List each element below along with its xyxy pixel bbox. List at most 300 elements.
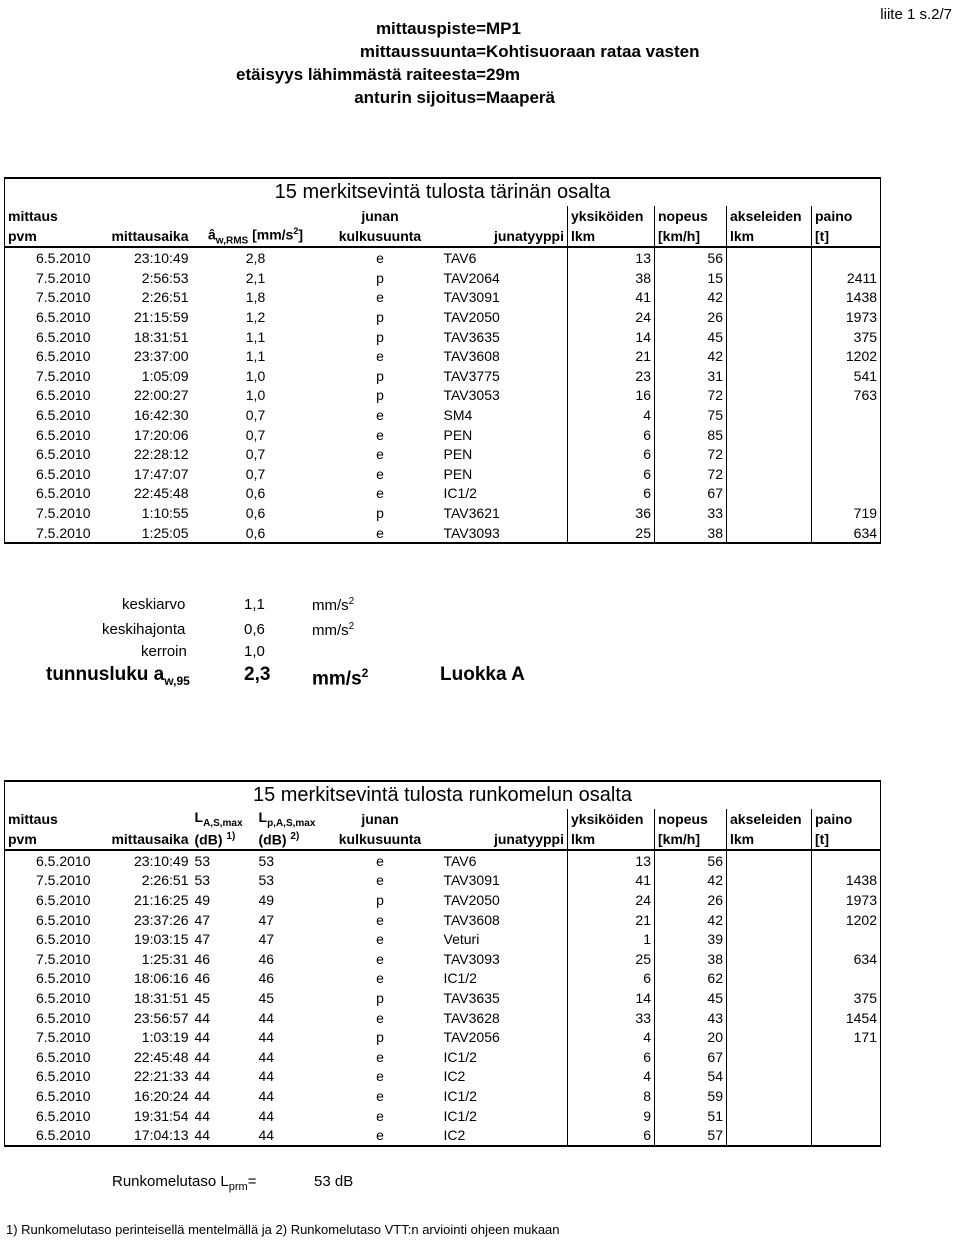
table-cell: PEN [443, 446, 473, 463]
table-cell: IC1/2 [443, 970, 477, 987]
table-cell: 7.5.2010 [5, 871, 94, 891]
table-cell: 7.5.2010 [5, 523, 94, 544]
col-header: lkm [727, 829, 812, 850]
table-cell: 541 [812, 366, 881, 386]
table-cell: 1,1 [245, 328, 266, 345]
table-cell: 38 [655, 523, 727, 544]
table-cell: p [376, 367, 384, 384]
table-cell [727, 969, 812, 989]
table-cell: 23:56:57 [134, 1009, 189, 1026]
col-header [441, 809, 568, 829]
table-cell: 2,8 [245, 250, 266, 267]
table-cell: 6.5.2010 [5, 405, 94, 425]
table-cell [727, 268, 812, 288]
table-row [5, 405, 881, 425]
table-cell: 44 [258, 1068, 275, 1085]
table-cell [727, 988, 812, 1008]
table-cell: 9 [568, 1106, 655, 1126]
col-header-awrms [192, 226, 320, 247]
table-cell: 375 [812, 327, 881, 347]
table-cell: PEN [443, 426, 473, 443]
table-cell: TAV6 [443, 250, 477, 267]
table-cell: 1:25:31 [141, 950, 189, 967]
table-cell: 31 [655, 366, 727, 386]
col-header: pvm [5, 226, 94, 247]
table-cell: p [376, 989, 384, 1006]
table-cell: 16 [568, 386, 655, 406]
table-cell: 49 [194, 891, 211, 908]
col-header: akseleiden [727, 809, 812, 829]
table-cell: 19:31:54 [134, 1107, 189, 1124]
col-header-la [192, 809, 256, 829]
table-cell: 1 [568, 929, 655, 949]
table-row [5, 346, 881, 366]
table-cell: 1:25:05 [94, 523, 192, 544]
table-cell: e [376, 872, 384, 889]
table-cell: 0,7 [245, 426, 266, 443]
table-cell: 6.5.2010 [5, 444, 94, 464]
table-cell: e [376, 1068, 384, 1085]
table-cell: 67 [655, 1047, 727, 1067]
table-cell: e [376, 426, 384, 443]
table-cell [727, 1008, 812, 1028]
table-cell [727, 949, 812, 969]
table-cell: TAV3775 [443, 367, 500, 384]
col-header: nopeus [655, 809, 727, 829]
col-header-symbol: L [194, 809, 204, 826]
table-cell: 1438 [812, 288, 881, 308]
table-cell: 21 [568, 910, 655, 930]
table-cell: TAV3628 [443, 1009, 500, 1026]
table-cell: 53 [194, 872, 211, 889]
col-header-db1 [192, 829, 256, 850]
table-cell: 6.5.2010 [5, 929, 94, 949]
table-cell: TAV3093 [441, 523, 568, 544]
noise-table-title: 15 merkitsevintä tulosta runkomelun osalta [5, 781, 881, 809]
mean-unit-sup: 2 [348, 596, 355, 607]
table-cell: TAV3053 [443, 387, 500, 404]
table-cell: 2411 [812, 268, 881, 288]
table-cell: 47 [194, 911, 211, 928]
col-header: junan [361, 811, 399, 827]
table-row [5, 288, 881, 308]
table-cell [727, 929, 812, 949]
table-cell: TAV3608 [443, 911, 500, 928]
table-cell: 1:03:19 [141, 1029, 189, 1046]
table-cell: 53 [194, 852, 211, 869]
table-cell: 44 [258, 1087, 275, 1104]
col-header-sub: A,S,max [203, 817, 243, 829]
table-cell [727, 1125, 812, 1146]
header-label: mittauspiste= [375, 19, 486, 38]
table-cell: 6.5.2010 [5, 988, 94, 1008]
col-header: mittaus [5, 809, 94, 829]
table-cell: TAV3635 [443, 989, 500, 1006]
table-row [5, 988, 881, 1008]
table-cell: e [376, 1087, 384, 1104]
table-cell: e [376, 1009, 384, 1026]
table-cell: 171 [812, 1027, 881, 1047]
table-cell [727, 247, 812, 268]
table-cell: e [376, 446, 384, 463]
table-cell: 21:16:25 [134, 891, 189, 908]
table-cell: 6.5.2010 [5, 1008, 94, 1028]
vibration-header-bottom [5, 226, 881, 247]
table-cell: 6.5.2010 [5, 969, 94, 989]
col-header: akseleiden [727, 206, 812, 226]
table-cell [727, 366, 812, 386]
table-cell: TAV2056 [443, 1029, 500, 1046]
table-cell: 6.5.2010 [5, 1106, 94, 1126]
table-cell: TAV2064 [443, 269, 500, 286]
mean-value: 1,1 [244, 596, 265, 613]
table-cell: 47 [258, 911, 275, 928]
noise-header-bottom [5, 829, 881, 850]
table-cell: 1:10:55 [141, 504, 189, 521]
table-cell: 14 [568, 327, 655, 347]
table-cell: 1973 [812, 307, 881, 327]
table-cell: 22:00:27 [134, 387, 189, 404]
col-header: mittausaika [94, 226, 192, 247]
table-cell: 6.5.2010 [5, 327, 94, 347]
header-value: MP1 [486, 19, 521, 38]
header-label: etäisyys lähimmästä raiteesta= [236, 65, 486, 84]
table-cell: 33 [655, 503, 727, 523]
key-label-text: tunnusluku a [46, 664, 165, 685]
table-cell: 47 [258, 931, 275, 948]
table-cell: 44 [258, 1048, 275, 1065]
table-cell: TAV2050 [443, 891, 500, 908]
table-cell: 42 [655, 346, 727, 366]
table-cell: 6.5.2010 [5, 386, 94, 406]
table-cell: 2:26:51 [141, 872, 189, 889]
table-cell: 25 [568, 523, 655, 544]
table-cell [727, 503, 812, 523]
table-cell: e [320, 1125, 441, 1146]
col-header: lkm [727, 226, 812, 247]
table-cell: p [376, 891, 384, 908]
table-cell: 4 [568, 1067, 655, 1087]
table-cell: 7.5.2010 [5, 949, 94, 969]
table-cell: TAV3091 [443, 872, 500, 889]
table-cell: 6 [568, 969, 655, 989]
table-cell: 21:15:59 [134, 309, 189, 326]
table-cell: 22:45:48 [134, 485, 189, 502]
table-cell: 38 [568, 268, 655, 288]
col-header: kulkusuunta [320, 829, 441, 850]
table-cell: 8 [568, 1086, 655, 1106]
summary-label-sub: prm [228, 1181, 248, 1193]
col-header-unit: (dB) [258, 831, 287, 848]
table-cell: 44 [194, 1029, 211, 1046]
std-value: 0,6 [244, 621, 265, 638]
table-cell [727, 346, 812, 366]
table-cell: 6 [568, 1047, 655, 1067]
col-header: kulkusuunta [320, 226, 441, 247]
table-cell [812, 969, 881, 989]
table-cell: 44 [258, 1009, 275, 1026]
table-cell [727, 307, 812, 327]
table-row [5, 1067, 881, 1087]
table-cell: 44 [258, 1029, 275, 1046]
col-header [94, 206, 192, 226]
table-cell [727, 405, 812, 425]
table-cell [727, 910, 812, 930]
table-cell: 0,6 [245, 504, 266, 521]
table-row [5, 307, 881, 327]
table-cell [812, 1086, 881, 1106]
table-cell: 763 [812, 386, 881, 406]
table-cell: 45 [194, 989, 211, 1006]
table-cell: 23:37:26 [134, 911, 189, 928]
summary-label-end: = [247, 1173, 257, 1190]
table-cell: e [376, 348, 384, 365]
table-cell [812, 929, 881, 949]
table-cell: 33 [568, 1008, 655, 1028]
table-cell: TAV3091 [443, 289, 500, 306]
table-cell: e [376, 931, 384, 948]
col-header [94, 809, 192, 829]
table-cell: e [376, 970, 384, 987]
key-figure-unit [312, 666, 368, 690]
table-cell: 22:28:12 [134, 446, 189, 463]
table-cell [812, 425, 881, 445]
table-row [5, 910, 881, 930]
table-cell: 44 [192, 1125, 256, 1146]
std-unit-text: mm/s [312, 622, 349, 639]
table-cell: 75 [655, 405, 727, 425]
table-cell: 13 [568, 850, 655, 871]
table-cell [812, 1106, 881, 1126]
table-cell: 0,7 [245, 465, 266, 482]
col-header-sub: p,A,S,max [267, 817, 316, 829]
table-cell [727, 1106, 812, 1126]
key-unit-text: mm/s [312, 668, 362, 690]
table-cell: 6.5.2010 [5, 850, 94, 871]
table-row [5, 1047, 881, 1067]
table-row [5, 890, 881, 910]
table-cell: p [376, 328, 384, 345]
table-cell: 15 [655, 268, 727, 288]
table-cell: 21 [568, 346, 655, 366]
table-cell: 44 [194, 1009, 211, 1026]
table-cell: 6.5.2010 [5, 464, 94, 484]
table-cell: 47 [194, 931, 211, 948]
key-figure-label [46, 664, 190, 688]
table-cell: IC2 [443, 1068, 466, 1085]
table-cell: PEN [443, 465, 473, 482]
table-cell: 46 [194, 970, 211, 987]
table-cell [727, 523, 812, 544]
table-cell: 6.5.2010 [5, 307, 94, 327]
footnote: 1) Runkomelutaso perinteisellä mentelmällä ja 2) Runkomelutaso VTT:n arviointi ohjeen mukaan [6, 1222, 560, 1237]
table-cell: 6.5.2010 [5, 484, 94, 504]
table-cell: 1:05:09 [141, 367, 189, 384]
col-header: [km/h] [655, 226, 727, 247]
table-row [5, 247, 881, 268]
table-cell: 44 [258, 1107, 275, 1124]
col-header [192, 206, 320, 226]
col-header-unit: [mm/s [252, 226, 294, 243]
table-row [5, 871, 881, 891]
table-cell: 54 [655, 1067, 727, 1087]
table-row [5, 969, 881, 989]
table-row [5, 1106, 881, 1126]
table-cell: 44 [194, 1068, 211, 1085]
table-cell: e [320, 523, 441, 544]
ground-noise-level-value: 53 dB [314, 1173, 354, 1190]
table-cell: 6.5.2010 [5, 1086, 94, 1106]
col-header-unit-end: ] [298, 226, 304, 243]
header-value: Kohtisuoraan rataa vasten [486, 42, 700, 61]
table-row [5, 1125, 881, 1146]
table-cell: 719 [812, 503, 881, 523]
table-cell [812, 1047, 881, 1067]
table-cell: p [376, 309, 384, 326]
table-cell: 51 [655, 1106, 727, 1126]
table-cell: e [376, 1048, 384, 1065]
table-row [5, 1027, 881, 1047]
col-header: mittausaika [94, 829, 192, 850]
table-row [5, 523, 881, 544]
table-cell: 22:21:33 [134, 1068, 189, 1085]
table-cell: 18:06:16 [134, 970, 189, 987]
table-cell: 23:10:49 [134, 852, 189, 869]
table-cell: 7.5.2010 [5, 288, 94, 308]
table-cell: 46 [258, 970, 275, 987]
table-cell: 13 [568, 247, 655, 268]
col-header [441, 206, 568, 226]
table-cell: 72 [655, 464, 727, 484]
table-cell [727, 1047, 812, 1067]
table-cell: 6.5.2010 [5, 247, 94, 268]
col-header: lkm [568, 226, 655, 247]
table-cell: 6.5.2010 [5, 910, 94, 930]
table-cell: IC1/2 [443, 1107, 477, 1124]
table-row [5, 268, 881, 288]
header-label: mittaussuunta= [359, 42, 486, 61]
table-cell: e [376, 950, 384, 967]
table-cell: e [376, 250, 384, 267]
table-cell: 25 [568, 949, 655, 969]
table-cell: 44 [194, 1087, 211, 1104]
table-cell: 4 [568, 1027, 655, 1047]
table-row [5, 850, 881, 871]
col-header-symbol: L [258, 809, 268, 826]
table-cell: 6 [568, 444, 655, 464]
table-cell: 46 [258, 950, 275, 967]
table-cell: 57 [655, 1125, 727, 1146]
table-cell: 17:04:13 [94, 1125, 192, 1146]
vibration-table-title: 15 merkitsevintä tulosta tärinän osalta [5, 178, 881, 206]
table-cell: 6.5.2010 [5, 890, 94, 910]
table-cell: 18:31:51 [134, 328, 189, 345]
noise-results-table [4, 780, 881, 1147]
col-header: yksiköiden [568, 809, 655, 829]
table-cell: 41 [568, 871, 655, 891]
mean-unit-text: mm/s [312, 597, 349, 614]
table-cell: 23:10:49 [134, 250, 189, 267]
table-cell: 0,6 [245, 485, 266, 502]
table-row [5, 327, 881, 347]
table-cell: 1202 [812, 910, 881, 930]
table-cell: 2:26:51 [141, 289, 189, 306]
table-cell: 72 [655, 444, 727, 464]
table-cell: 375 [812, 988, 881, 1008]
table-cell: 72 [655, 386, 727, 406]
table-cell: TAV6 [443, 852, 477, 869]
table-cell: SM4 [443, 407, 473, 423]
table-cell: 634 [812, 949, 881, 969]
table-cell: 67 [655, 484, 727, 504]
col-header: lkm [568, 829, 655, 850]
factor-label: kerroin [141, 643, 187, 660]
table-cell: 56 [655, 850, 727, 871]
table-row [5, 503, 881, 523]
table-cell: 45 [655, 327, 727, 347]
table-cell: 6.5.2010 [5, 346, 94, 366]
table-cell: 42 [655, 910, 727, 930]
table-cell: 19:03:15 [134, 931, 189, 948]
table-cell: TAV2050 [443, 309, 500, 326]
table-cell: e [376, 289, 384, 306]
table-cell: TAV3635 [443, 328, 500, 345]
table-cell [812, 444, 881, 464]
table-cell: 39 [655, 929, 727, 949]
table-cell: 6.5.2010 [5, 1067, 94, 1087]
table-cell: IC2 [441, 1125, 568, 1146]
table-cell: e [376, 1107, 384, 1124]
table-cell: 44 [256, 1125, 320, 1146]
col-header: paino [812, 206, 881, 226]
col-header: junatyyppi [441, 226, 568, 247]
col-header-symbol: â [207, 226, 216, 243]
table-cell: 46 [194, 950, 211, 967]
table-cell: TAV3621 [443, 504, 500, 521]
noise-header-top [5, 809, 881, 829]
vibration-header-top [5, 206, 881, 226]
table-cell: 42 [655, 288, 727, 308]
col-header-lpa [256, 809, 320, 829]
table-cell: p [376, 269, 384, 286]
table-cell: 1,8 [245, 289, 266, 306]
table-cell: 7.5.2010 [5, 268, 94, 288]
table-row [5, 366, 881, 386]
table-cell: IC1/2 [443, 485, 477, 502]
table-cell: 16:42:30 [134, 407, 189, 423]
table-cell: 44 [194, 1048, 211, 1065]
header-label: anturin sijoitus= [354, 88, 486, 107]
table-row [5, 929, 881, 949]
table-cell: e [376, 407, 384, 423]
table-cell: 26 [655, 890, 727, 910]
table-cell: e [376, 852, 384, 869]
table-cell: 45 [655, 988, 727, 1008]
table-cell: IC1/2 [443, 1087, 477, 1104]
table-cell: 0,6 [192, 523, 320, 544]
col-header: junan [361, 208, 399, 224]
table-cell: 18:31:51 [134, 989, 189, 1006]
table-cell: e [376, 911, 384, 928]
table-cell [727, 464, 812, 484]
vibration-class: Luokka A [440, 664, 525, 685]
table-cell: e [376, 465, 384, 482]
table-cell: 0,7 [245, 446, 266, 463]
col-header: [t] [812, 829, 881, 850]
table-cell: 6.5.2010 [5, 1125, 94, 1146]
mean-unit [312, 596, 354, 614]
table-cell: 1973 [812, 890, 881, 910]
